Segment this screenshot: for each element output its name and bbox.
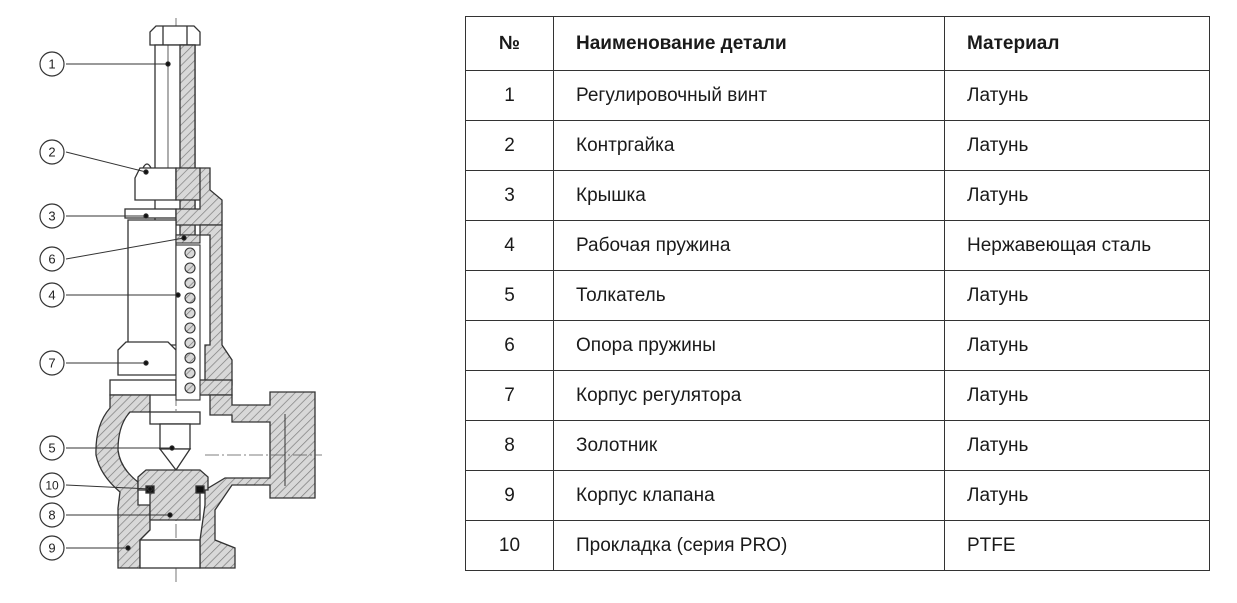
table-row bbox=[466, 321, 1210, 371]
callout-bubbles bbox=[40, 52, 64, 560]
header-name: Наименование детали bbox=[554, 17, 945, 71]
table-row bbox=[466, 221, 1210, 271]
parts-table bbox=[465, 16, 1210, 571]
table-row bbox=[466, 471, 1210, 521]
cell-num: 4 bbox=[466, 221, 554, 271]
cell-num: 5 bbox=[466, 271, 554, 321]
callout-3 bbox=[40, 204, 64, 228]
cell-name: Опора пружины bbox=[554, 321, 945, 371]
table-row bbox=[466, 371, 1210, 421]
cell-name: Корпус регулятора bbox=[554, 371, 945, 421]
cell-name: Толкатель bbox=[554, 271, 945, 321]
cell-name: Контргайка bbox=[554, 121, 945, 171]
cell-material: Латунь bbox=[945, 71, 1210, 121]
callout-7 bbox=[40, 351, 64, 375]
table-row bbox=[466, 171, 1210, 221]
cell-material: Латунь bbox=[945, 371, 1210, 421]
cell-name: Рабочая пружина bbox=[554, 221, 945, 271]
table-row bbox=[466, 271, 1210, 321]
cell-material: Латунь bbox=[945, 171, 1210, 221]
table-row bbox=[466, 421, 1210, 471]
cell-material: Латунь bbox=[945, 121, 1210, 171]
cell-num: 7 bbox=[466, 371, 554, 421]
cell-name: Прокладка (серия PRO) bbox=[554, 521, 945, 571]
cell-num: 3 bbox=[466, 171, 554, 221]
header-material: Материал bbox=[945, 17, 1210, 71]
svg-text:10: 10 bbox=[45, 478, 59, 493]
svg-text:6: 6 bbox=[48, 251, 56, 267]
svg-text:7: 7 bbox=[48, 355, 56, 371]
adjusting-screw bbox=[150, 26, 200, 235]
callout-6 bbox=[40, 247, 64, 271]
svg-text:5: 5 bbox=[48, 440, 56, 456]
cell-material: Нержавеющая сталь bbox=[945, 221, 1210, 271]
cell-material: Латунь bbox=[945, 421, 1210, 471]
callout-8 bbox=[40, 503, 64, 527]
callout-10 bbox=[40, 473, 64, 497]
pusher bbox=[150, 412, 200, 470]
svg-text:1: 1 bbox=[48, 56, 56, 72]
cell-name: Корпус клапана bbox=[554, 471, 945, 521]
cell-num: 2 bbox=[466, 121, 554, 171]
table-row bbox=[466, 521, 1210, 571]
table-row bbox=[466, 121, 1210, 171]
callout-5 bbox=[40, 436, 64, 460]
valve-section-drawing bbox=[0, 0, 440, 603]
cell-name: Регулировочный винт bbox=[554, 71, 945, 121]
callout-4 bbox=[40, 283, 64, 307]
table-row bbox=[466, 71, 1210, 121]
header-num: № bbox=[466, 17, 554, 71]
callout-9 bbox=[40, 536, 64, 560]
svg-text:8: 8 bbox=[48, 507, 56, 523]
cell-num: 6 bbox=[466, 321, 554, 371]
callout-2 bbox=[40, 140, 64, 164]
cell-name: Золотник bbox=[554, 421, 945, 471]
cell-num: 8 bbox=[466, 421, 554, 471]
cell-material: Латунь bbox=[945, 321, 1210, 371]
svg-text:2: 2 bbox=[48, 144, 56, 160]
cell-num: 1 bbox=[466, 71, 554, 121]
cell-material: Латунь bbox=[945, 271, 1210, 321]
cell-material: PTFE bbox=[945, 521, 1210, 571]
cell-num: 9 bbox=[466, 471, 554, 521]
cell-name: Крышка bbox=[554, 171, 945, 221]
cell-num: 10 bbox=[466, 521, 554, 571]
callout-1 bbox=[40, 52, 64, 76]
svg-text:4: 4 bbox=[48, 287, 56, 303]
svg-text:9: 9 bbox=[48, 540, 56, 556]
svg-text:3: 3 bbox=[48, 208, 56, 224]
regulator-body bbox=[110, 220, 232, 395]
table-header-row bbox=[466, 17, 1210, 71]
spring-assembly bbox=[176, 235, 200, 400]
cell-material: Латунь bbox=[945, 471, 1210, 521]
